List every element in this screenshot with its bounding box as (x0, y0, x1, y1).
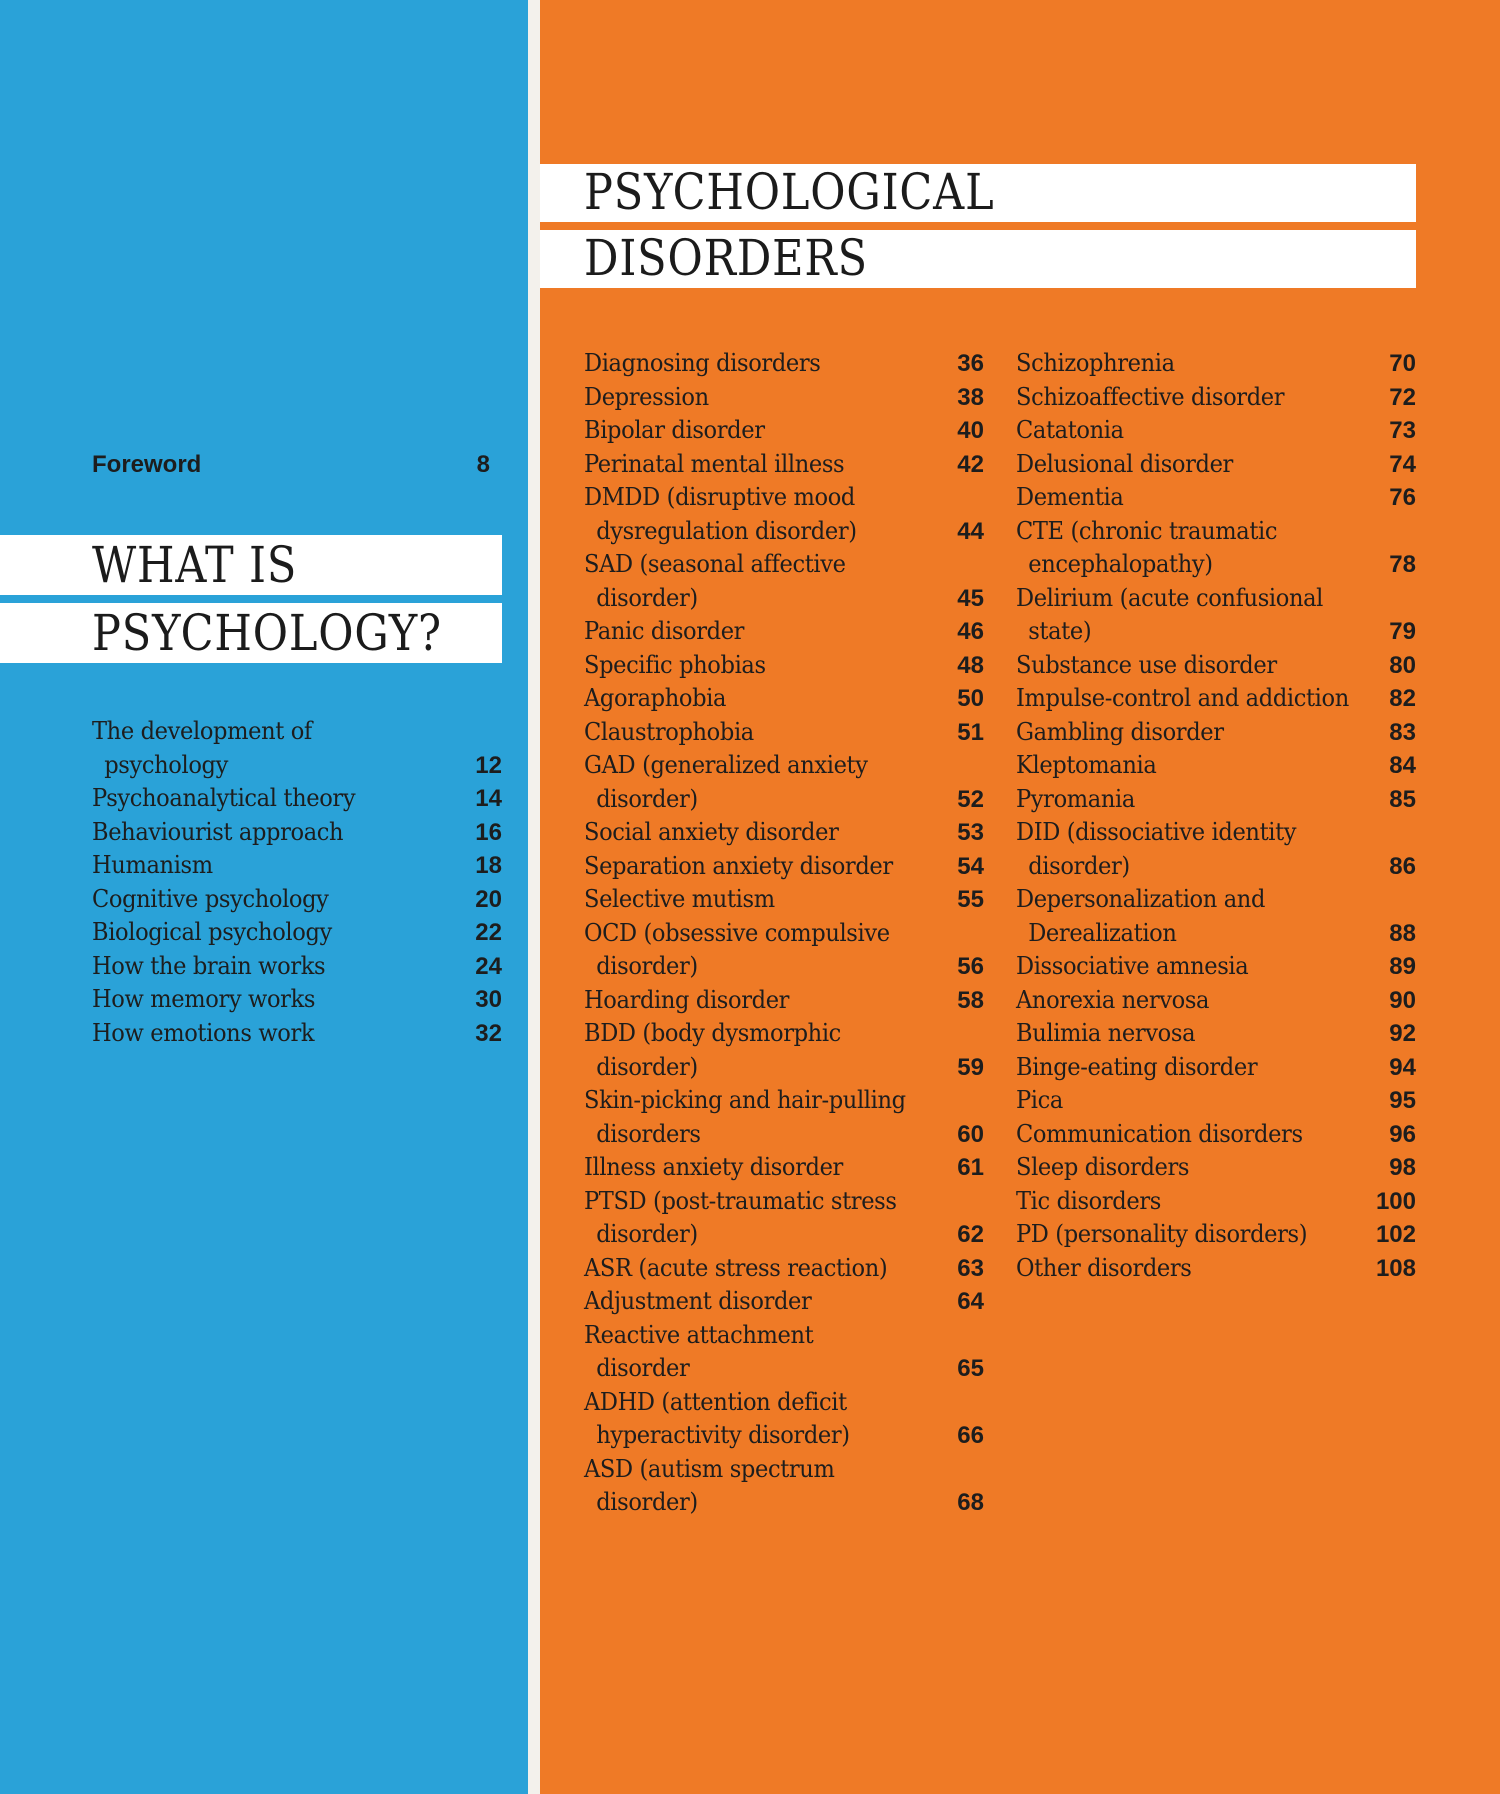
toc-entry-line[interactable] (584, 1084, 984, 1117)
toc-entry-label: Agoraphobia (584, 684, 727, 712)
toc-entry-page: 40 (957, 417, 984, 444)
toc-entry-page: 79 (1389, 618, 1416, 645)
toc-entry-page: 76 (1389, 484, 1416, 511)
toc-entry-label: Substance use disorder (1016, 651, 1277, 679)
toc-entry-page: 55 (957, 886, 984, 913)
toc-entry-page: 22 (475, 919, 502, 946)
toc-entry-line[interactable] (584, 883, 984, 916)
toc-entry-label: Kleptomania (1016, 751, 1157, 779)
toc-entry-line[interactable] (92, 849, 502, 882)
toc-entry-label: The development of (92, 717, 312, 745)
toc-entry-label: DID (dissociative identity (1016, 818, 1297, 846)
toc-entry-line[interactable] (584, 649, 984, 682)
toc-entry-line[interactable] (584, 481, 984, 514)
toc-entry-page: 54 (957, 853, 984, 880)
toc-entry-label: Psychoanalytical theory (92, 784, 356, 812)
toc-entry-page: 89 (1389, 953, 1416, 980)
toc-entry-line[interactable] (584, 1218, 984, 1251)
toc-entry-line[interactable] (584, 1051, 984, 1084)
toc-entry-label: Humanism (92, 851, 213, 879)
toc-entry-line[interactable] (1016, 448, 1416, 481)
toc-entry-page: 32 (475, 1020, 502, 1047)
toc-entry-page: 98 (1389, 1154, 1416, 1181)
toc-entry-line[interactable] (584, 1486, 984, 1519)
toc-entry-label: Social anxiety disorder (584, 818, 839, 846)
toc-entry-label: disorder) (596, 584, 698, 612)
toc-entry-page: 94 (1389, 1054, 1416, 1081)
toc-entry-page: 85 (1389, 786, 1416, 813)
toc-entry-label: GAD (generalized anxiety (584, 751, 868, 779)
toc-entry-line[interactable] (1016, 1252, 1416, 1285)
toc-entry-line[interactable] (584, 917, 984, 950)
toc-entry-label: Depersonalization and (1016, 885, 1266, 913)
toc-entry-page: 84 (1389, 752, 1416, 779)
toc-entry-label: encephalopathy) (1028, 550, 1213, 578)
toc-entry-label: Communication disorders (1016, 1120, 1303, 1148)
toc-entry-page: 63 (957, 1255, 984, 1282)
toc-entry-label: disorder) (596, 1488, 698, 1516)
toc-entry-page: 24 (475, 953, 502, 980)
toc-entry-line[interactable] (584, 682, 984, 715)
toc-entry-label: DMDD (disruptive mood (584, 483, 855, 511)
toc-entry-page: 46 (957, 618, 984, 645)
toc-entry-page: 12 (475, 752, 502, 779)
toc-entry-line[interactable] (584, 1453, 984, 1486)
toc-entry-line[interactable] (584, 1185, 984, 1218)
what-is-psychology-title-line1: WHAT IS (92, 536, 298, 594)
toc-entry-line[interactable] (584, 448, 984, 481)
toc-entry-label: Cognitive psychology (92, 885, 329, 913)
toc-entry-page: 20 (475, 886, 502, 913)
toc-entry-page: 88 (1389, 920, 1416, 947)
toc-entry-line[interactable] (584, 615, 984, 648)
toc-entry-label: Behaviourist approach (92, 818, 344, 846)
toc-entry-page: 16 (475, 819, 502, 846)
toc-entry-page: 60 (957, 1121, 984, 1148)
toc-entry-label: ADHD (attention deficit (584, 1388, 847, 1416)
toc-entry-label: BDD (body dysmorphic (584, 1019, 841, 1047)
toc-entry-line[interactable] (1016, 414, 1416, 447)
toc-entry-label: Separation anxiety disorder (584, 852, 893, 880)
toc-entry-label: disorder) (596, 952, 698, 980)
toc-entry-line[interactable] (1016, 347, 1416, 380)
toc-entry-line[interactable] (1016, 682, 1416, 715)
toc-entry-line[interactable] (1016, 883, 1416, 916)
toc-entry-label: Claustrophobia (584, 718, 754, 746)
toc-entry-label: Schizoaffective disorder (1016, 383, 1285, 411)
toc-entry-line[interactable] (92, 749, 502, 782)
toc-entry-line[interactable] (584, 716, 984, 749)
toc-entry-line[interactable] (584, 1352, 984, 1385)
toc-entry-label: How emotions work (92, 1019, 315, 1047)
toc-entry-label: disorder) (596, 785, 698, 813)
toc-entry-label: Panic disorder (584, 617, 745, 645)
toc-entry-line[interactable] (584, 850, 984, 883)
toc-entry-page: 50 (957, 685, 984, 712)
toc-entry-line[interactable] (92, 950, 502, 983)
toc-entry-line[interactable] (1016, 582, 1416, 615)
toc-entry-line[interactable] (584, 548, 984, 581)
toc-entry-page: 78 (1389, 551, 1416, 578)
toc-entry-label: Derealization (1028, 919, 1177, 947)
toc-entry-page: 36 (957, 350, 984, 377)
toc-entry-page: 18 (475, 852, 502, 879)
toc-entry-line[interactable] (1016, 917, 1416, 950)
toc-entry-line[interactable] (1016, 850, 1416, 883)
toc-entry-line[interactable] (584, 347, 984, 380)
toc-entry-label: How memory works (92, 985, 316, 1013)
toc-entry-line[interactable] (1016, 1051, 1416, 1084)
toc-entry-page: 53 (957, 819, 984, 846)
toc-entry-line[interactable] (584, 1017, 984, 1050)
toc-entry-page: 56 (957, 953, 984, 980)
toc-entry-label: Tic disorders (1016, 1187, 1161, 1215)
toc-entry-label: Catatonia (1016, 416, 1124, 444)
toc-entry-line[interactable] (584, 1252, 984, 1285)
toc-entry-line[interactable] (584, 1419, 984, 1452)
toc-entry-page: 95 (1389, 1087, 1416, 1114)
toc-entry-label: psychology (104, 751, 228, 779)
toc-entry-label: Impulse-control and addiction (1016, 684, 1349, 712)
toc-entry-label: Binge-eating disorder (1016, 1053, 1258, 1081)
toc-entry-label: Dementia (1016, 483, 1124, 511)
toc-entry-label: Dissociative amnesia (1016, 952, 1249, 980)
toc-entry-line[interactable] (1016, 1017, 1416, 1050)
toc-entry-page: 59 (957, 1054, 984, 1081)
toc-entry-page: 68 (957, 1489, 984, 1516)
toc-entry-line[interactable] (584, 950, 984, 983)
toc-entry-label: PTSD (post-traumatic stress (584, 1187, 897, 1215)
toc-entry-label: SAD (seasonal affective (584, 550, 846, 578)
toc-entry-page: 90 (1389, 987, 1416, 1014)
toc-entry-label: disorders (596, 1120, 701, 1148)
toc-entry-page: 65 (957, 1355, 984, 1382)
toc-entry-line[interactable] (1016, 548, 1416, 581)
toc-entry-label: Gambling disorder (1016, 718, 1224, 746)
toc-entry-label: Pyromania (1016, 785, 1135, 813)
toc-entry-label: hyperactivity disorder) (596, 1421, 850, 1449)
toc-entry-line[interactable] (584, 1285, 984, 1318)
toc-entry-line[interactable] (584, 1319, 984, 1352)
toc-entry-page: 42 (957, 451, 984, 478)
toc-entry-page: 48 (957, 652, 984, 679)
toc-entry-page: 86 (1389, 853, 1416, 880)
toc-entry-line[interactable] (1016, 1084, 1416, 1117)
toc-entry-line[interactable] (584, 1151, 984, 1184)
toc-entry-page: 44 (957, 518, 984, 545)
psychological-disorders-title-bar-2 (540, 230, 1416, 288)
toc-entry-page: 80 (1389, 652, 1416, 679)
toc-entry-page: 45 (957, 585, 984, 612)
toc-entry-label: Pica (1016, 1086, 1063, 1114)
toc-entry-line[interactable] (1016, 481, 1416, 514)
toc-entry-page: 70 (1389, 350, 1416, 377)
psychological-disorders-title-line1: PSYCHOLOGICAL (584, 163, 995, 221)
toc-entry-page: 73 (1389, 417, 1416, 444)
toc-entry-line[interactable] (584, 515, 984, 548)
toc-entry-label: Reactive attachment (584, 1321, 814, 1349)
toc-entry-page: 82 (1389, 685, 1416, 712)
toc-entry-label: disorder) (596, 1220, 698, 1248)
toc-entry-label: disorder (596, 1354, 690, 1382)
toc-entry-page: 66 (957, 1422, 984, 1449)
toc-entry-page: 64 (957, 1288, 984, 1315)
toc-entry-line[interactable] (1016, 1118, 1416, 1151)
toc-entry-line[interactable] (92, 1017, 502, 1050)
toc-entry-label: disorder) (596, 1053, 698, 1081)
toc-entry-label: Anorexia nervosa (1016, 986, 1210, 1014)
toc-entry-line[interactable] (1016, 1185, 1416, 1218)
toc-entry-line[interactable] (1016, 749, 1416, 782)
toc-entry-line[interactable] (92, 782, 502, 815)
psychological-disorders-title-bar-1 (540, 164, 1416, 222)
toc-entry-label: PD (personality disorders) (1016, 1220, 1308, 1248)
what-is-psychology-title-line2: PSYCHOLOGY? (92, 604, 442, 662)
toc-entry-label: CTE (chronic traumatic (1016, 517, 1278, 545)
toc-entry-page: 102 (1375, 1221, 1416, 1248)
toc-entry-label: Adjustment disorder (584, 1287, 812, 1315)
toc-entry-line[interactable] (584, 381, 984, 414)
toc-entry-line[interactable] (584, 414, 984, 447)
toc-entry-label: Depression (584, 383, 709, 411)
toc-entry-label: Skin-picking and hair-pulling (584, 1086, 906, 1114)
toc-entry-line[interactable] (92, 816, 502, 849)
toc-entry-line[interactable] (584, 816, 984, 849)
toc-entry-label: state) (1028, 617, 1092, 645)
toc-entry-line[interactable] (1016, 381, 1416, 414)
toc-entry-line[interactable] (92, 983, 502, 1016)
toc-entry-line[interactable] (92, 883, 502, 916)
toc-entry-line[interactable] (1016, 783, 1416, 816)
toc-entry-page: 92 (1389, 1020, 1416, 1047)
toc-entry-label: Other disorders (1016, 1254, 1192, 1282)
toc-entry-page: 61 (957, 1154, 984, 1181)
toc-entry-line[interactable] (1016, 649, 1416, 682)
toc-entry-label: ASD (autism spectrum (584, 1455, 835, 1483)
toc-entry-label: Delusional disorder (1016, 450, 1233, 478)
toc-entry-line[interactable] (1016, 984, 1416, 1017)
toc-entry-page: 14 (475, 785, 502, 812)
psychological-disorders-title-line2: DISORDERS (584, 229, 868, 287)
toc-entry-line[interactable] (1016, 1218, 1416, 1251)
toc-entry-label: Specific phobias (584, 651, 766, 679)
toc-entry-line[interactable] (1016, 515, 1416, 548)
toc-entry-line[interactable] (584, 582, 984, 615)
toc-entry-page: 52 (957, 786, 984, 813)
toc-entry-page: 108 (1375, 1255, 1416, 1282)
toc-entry-line[interactable] (584, 783, 984, 816)
toc-entry-line[interactable] (1016, 1151, 1416, 1184)
toc-entry-line[interactable] (92, 916, 502, 949)
toc-entry-line[interactable] (584, 749, 984, 782)
toc-entry-label: Bipolar disorder (584, 416, 765, 444)
toc-entry-label: Biological psychology (92, 918, 332, 946)
toc-entry-label: Illness anxiety disorder (584, 1153, 843, 1181)
toc-entry-label: Perinatal mental illness (584, 450, 845, 478)
toc-entry-line[interactable] (92, 715, 502, 748)
toc-entry-label: ASR (acute stress reaction) (584, 1254, 888, 1282)
toc-entry-page: 51 (957, 719, 984, 746)
toc-entry-line[interactable] (584, 984, 984, 1017)
toc-entry-page: 62 (957, 1221, 984, 1248)
toc-entry-label: disorder) (1028, 852, 1130, 880)
toc-entry-page: 83 (1389, 719, 1416, 746)
toc-entry-label: OCD (obsessive compulsive (584, 919, 890, 947)
toc-entry-line[interactable] (1016, 816, 1416, 849)
toc-entry-label: dysregulation disorder) (596, 517, 857, 545)
toc-entry-line[interactable] (584, 1386, 984, 1419)
foreword-page: 8 (476, 451, 490, 478)
what-is-psychology-title-bar-2 (0, 603, 502, 663)
toc-entry-label: Diagnosing disorders (584, 349, 821, 377)
toc-entry-page: 96 (1389, 1121, 1416, 1148)
toc-entry-label: Selective mutism (584, 885, 775, 913)
foreword-entry[interactable] (92, 448, 490, 481)
toc-entry-page: 72 (1389, 384, 1416, 411)
toc-entry-line[interactable] (1016, 950, 1416, 983)
toc-entry-label: Schizophrenia (1016, 349, 1175, 377)
toc-entry-line[interactable] (1016, 615, 1416, 648)
foreword-label: Foreword (92, 451, 202, 478)
toc-entry-page: 74 (1389, 451, 1416, 478)
toc-entry-page: 58 (957, 987, 984, 1014)
toc-entry-label: Hoarding disorder (584, 986, 790, 1014)
toc-entry-page: 30 (475, 986, 502, 1013)
what-is-psychology-title-bar-1 (0, 535, 502, 595)
toc-entry-line[interactable] (584, 1118, 984, 1151)
toc-entry-label: How the brain works (92, 952, 326, 980)
toc-entry-line[interactable] (1016, 716, 1416, 749)
toc-entry-label: Sleep disorders (1016, 1153, 1190, 1181)
toc-entry-label: Bulimia nervosa (1016, 1019, 1196, 1047)
toc-entry-page: 38 (957, 384, 984, 411)
toc-entry-label: Delirium (acute confusional (1016, 584, 1324, 612)
toc-entry-page: 100 (1375, 1188, 1416, 1215)
